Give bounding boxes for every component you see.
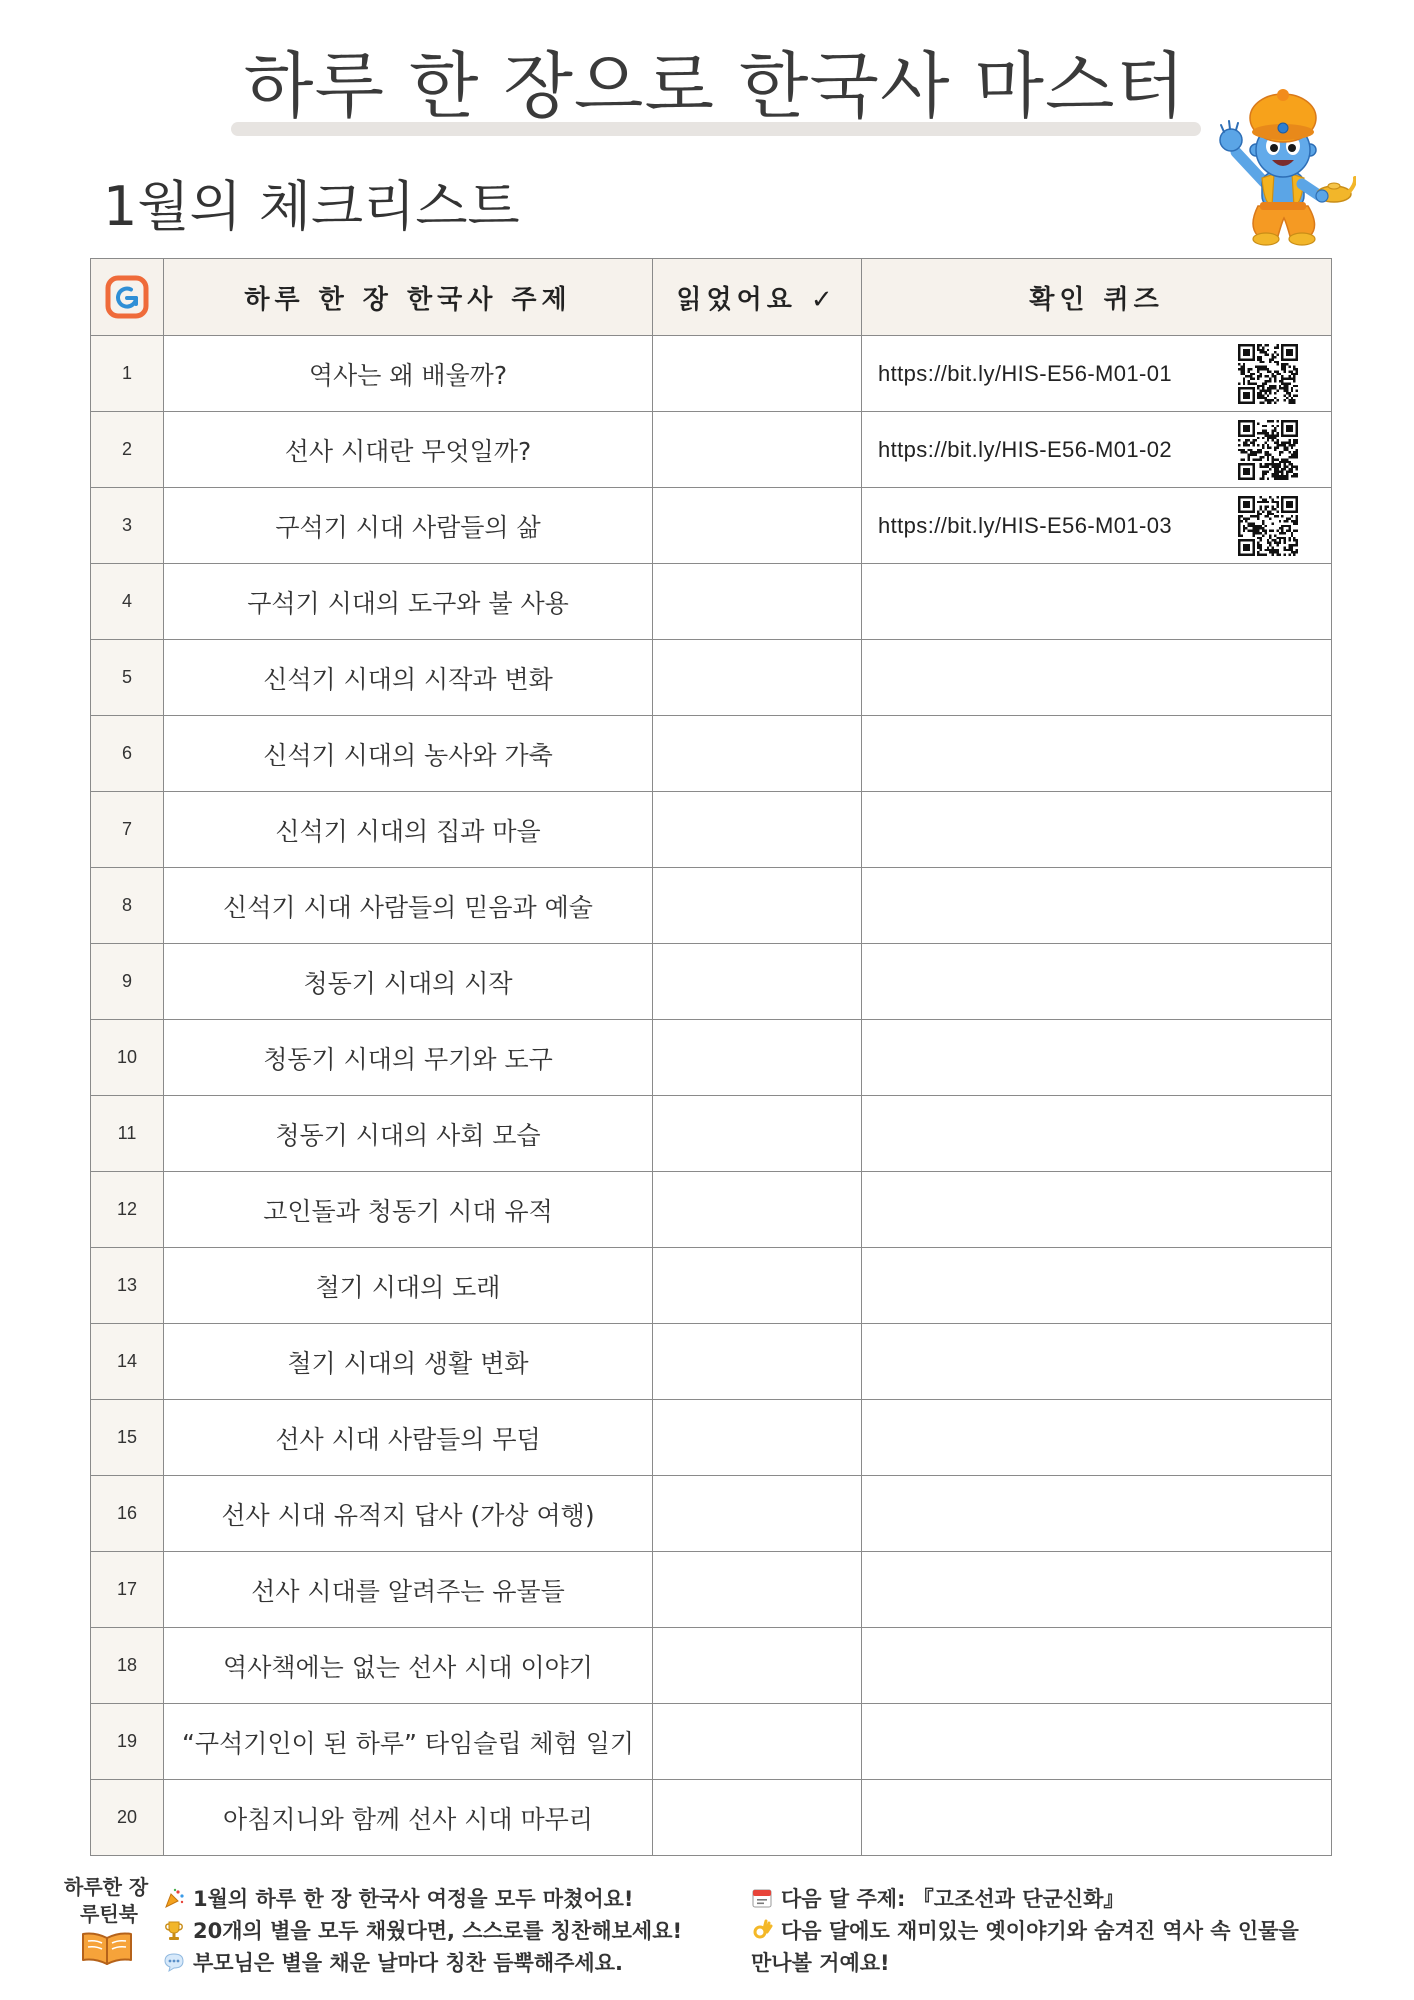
row-topic: 철기 시대의 도래 <box>164 1248 653 1324</box>
row-topic: 신석기 시대 사람들의 믿음과 예술 <box>164 868 653 944</box>
quiz-cell <box>862 1628 1332 1704</box>
footer-message-complete <box>163 1883 743 1913</box>
row-number: 16 <box>91 1476 164 1552</box>
table-row <box>91 412 1332 488</box>
calendar-icon <box>751 1887 773 1909</box>
quiz-cell <box>862 716 1332 792</box>
footer-text: 부모님은 별을 채운 날마다 칭찬 듬뿍해주세요. <box>193 1951 623 1975</box>
row-number: 1 <box>91 336 164 412</box>
row-number: 17 <box>91 1552 164 1628</box>
quiz-cell <box>862 1476 1332 1552</box>
qr-code-icon[interactable] <box>1238 420 1298 480</box>
row-topic: 역사책에는 없는 선사 시대 이야기 <box>164 1628 653 1704</box>
row-number: 8 <box>91 868 164 944</box>
row-topic: 철기 시대의 생활 변화 <box>164 1324 653 1400</box>
read-check-cell[interactable] <box>653 1476 862 1552</box>
column-header-quiz: 확인 퀴즈 <box>862 259 1332 336</box>
footer-text: 20개의 별을 모두 채웠다면, 스스로를 칭찬해보세요! <box>193 1919 683 1943</box>
page-subtitle: 1월의 체크리스트 <box>103 175 520 238</box>
row-number: 15 <box>91 1400 164 1476</box>
quiz-cell <box>862 1020 1332 1096</box>
quiz-content <box>862 496 1331 556</box>
table-row <box>91 564 1332 640</box>
read-check-cell[interactable] <box>653 868 862 944</box>
qr-code-icon[interactable] <box>1238 344 1298 404</box>
quiz-content <box>862 344 1331 404</box>
row-topic: 선사 시대 유적지 답사 (가상 여행) <box>164 1476 653 1552</box>
quiz-cell <box>862 1248 1332 1324</box>
trophy-icon <box>163 1919 185 1941</box>
speech-bubble-icon <box>163 1951 185 1973</box>
table-row <box>91 868 1332 944</box>
read-check-cell[interactable] <box>653 1020 862 1096</box>
table-row <box>91 488 1332 564</box>
table-header-row <box>91 259 1332 336</box>
routine-book-logo-icon <box>104 274 150 320</box>
row-number: 4 <box>91 564 164 640</box>
row-topic: 선사 시대 사람들의 무덤 <box>164 1400 653 1476</box>
quiz-cell <box>862 868 1332 944</box>
quiz-cell <box>862 336 1332 412</box>
row-topic: 신석기 시대의 집과 마을 <box>164 792 653 868</box>
quiz-cell <box>862 412 1332 488</box>
quiz-cell <box>862 1324 1332 1400</box>
quiz-cell <box>862 1172 1332 1248</box>
row-topic: 아침지니와 함께 선사 시대 마무리 <box>164 1780 653 1856</box>
quiz-cell <box>862 792 1332 868</box>
row-topic: 신석기 시대의 시작과 변화 <box>164 640 653 716</box>
checklist-table <box>90 258 1332 1856</box>
read-check-cell[interactable] <box>653 1552 862 1628</box>
row-number: 3 <box>91 488 164 564</box>
footer-text: 다음 달에도 재미있는 옛이야기와 숨겨진 역사 속 인물을 <box>781 1919 1299 1943</box>
row-topic: 선사 시대를 알려주는 유물들 <box>164 1552 653 1628</box>
table-row <box>91 1248 1332 1324</box>
read-check-cell[interactable] <box>653 1704 862 1780</box>
footer-next-month-note <box>751 1915 1406 1945</box>
row-topic: 선사 시대란 무엇일까? <box>164 412 653 488</box>
footer-message-stars <box>163 1915 743 1945</box>
row-number: 18 <box>91 1628 164 1704</box>
column-header-read: 읽었어요 ✓ <box>653 259 862 336</box>
table-row <box>91 1628 1332 1704</box>
quiz-link[interactable]: https://bit.ly/HIS-E56-M01-02 <box>878 436 1173 462</box>
row-number: 10 <box>91 1020 164 1096</box>
read-check-cell[interactable] <box>653 1096 862 1172</box>
row-topic: 신석기 시대의 농사와 가축 <box>164 716 653 792</box>
row-number: 11 <box>91 1096 164 1172</box>
row-topic: 구석기 시대 사람들의 삶 <box>164 488 653 564</box>
row-number: 12 <box>91 1172 164 1248</box>
row-topic: 고인돌과 청동기 시대 유적 <box>164 1172 653 1248</box>
footer-brand-line2: 루틴북 <box>80 1902 138 1926</box>
row-number: 5 <box>91 640 164 716</box>
read-check-cell[interactable] <box>653 716 862 792</box>
read-check-cell[interactable] <box>653 792 862 868</box>
row-number: 13 <box>91 1248 164 1324</box>
table-row <box>91 640 1332 716</box>
quiz-link[interactable]: https://bit.ly/HIS-E56-M01-03 <box>878 512 1173 538</box>
table-row <box>91 716 1332 792</box>
footer-text: 1월의 하루 한 장 한국사 여정을 모두 마쳤어요! <box>193 1887 634 1911</box>
table-row <box>91 944 1332 1020</box>
table-row <box>91 1552 1332 1628</box>
table-row <box>91 792 1332 868</box>
table-row <box>91 1400 1332 1476</box>
table-row <box>91 1780 1332 1856</box>
table-row <box>91 1476 1332 1552</box>
row-number: 20 <box>91 1780 164 1856</box>
row-number: 6 <box>91 716 164 792</box>
row-topic: 구석기 시대의 도구와 불 사용 <box>164 564 653 640</box>
quiz-cell <box>862 1096 1332 1172</box>
row-number: 7 <box>91 792 164 868</box>
quiz-cell <box>862 488 1332 564</box>
read-check-cell[interactable] <box>653 1400 862 1476</box>
read-check-cell[interactable] <box>653 1248 862 1324</box>
read-check-cell[interactable] <box>653 1324 862 1400</box>
quiz-cell <box>862 1704 1332 1780</box>
read-check-cell[interactable] <box>653 488 862 564</box>
qr-code-icon[interactable] <box>1238 496 1298 556</box>
row-topic: 청동기 시대의 무기와 도구 <box>164 1020 653 1096</box>
footer-text: 만나볼 거예요! <box>751 1951 890 1975</box>
footer-message-parents <box>163 1947 743 1977</box>
table-row <box>91 1172 1332 1248</box>
row-number: 14 <box>91 1324 164 1400</box>
column-header-topic: 하루 한 장 한국사 주제 <box>164 259 653 336</box>
checklist-body <box>91 336 1332 1856</box>
footer-next-month-note-cont <box>751 1947 1406 1977</box>
row-topic: “구석기인이 된 하루” 타임슬립 체험 일기 <box>164 1704 653 1780</box>
quiz-cell <box>862 564 1332 640</box>
quiz-cell <box>862 640 1332 716</box>
row-number: 2 <box>91 412 164 488</box>
quiz-cell <box>862 944 1332 1020</box>
quiz-content <box>862 420 1331 480</box>
table-row <box>91 1096 1332 1172</box>
table-row <box>91 336 1332 412</box>
read-check-cell[interactable] <box>653 640 862 716</box>
quiz-cell <box>862 1552 1332 1628</box>
footer-next-topic <box>751 1883 1406 1913</box>
read-check-cell[interactable] <box>653 336 862 412</box>
row-topic: 청동기 시대의 시작 <box>164 944 653 1020</box>
ok-hand-icon <box>751 1919 773 1941</box>
read-check-cell[interactable] <box>653 1780 862 1856</box>
party-popper-icon <box>163 1887 185 1909</box>
read-check-cell[interactable] <box>653 1628 862 1704</box>
row-topic: 청동기 시대의 사회 모습 <box>164 1096 653 1172</box>
read-check-cell[interactable] <box>653 1172 862 1248</box>
row-topic: 역사는 왜 배울까? <box>164 336 653 412</box>
table-row <box>91 1324 1332 1400</box>
open-book-icon <box>79 1930 135 1966</box>
row-number: 9 <box>91 944 164 1020</box>
table-row <box>91 1704 1332 1780</box>
read-check-cell[interactable] <box>653 564 862 640</box>
read-check-cell[interactable] <box>653 944 862 1020</box>
footer-brand-line1: 하루한 장 <box>64 1875 149 1899</box>
page-title: 하루 한 장으로 한국사 마스터 <box>243 44 1187 128</box>
quiz-cell <box>862 1780 1332 1856</box>
table-row <box>91 1020 1332 1096</box>
header-logo-cell <box>91 259 164 336</box>
quiz-cell <box>862 1400 1332 1476</box>
read-check-cell[interactable] <box>653 412 862 488</box>
row-number: 19 <box>91 1704 164 1780</box>
footer-text: 다음 달 주제: 『고조선과 단군신화』 <box>781 1887 1125 1911</box>
quiz-link[interactable]: https://bit.ly/HIS-E56-M01-01 <box>878 360 1173 386</box>
